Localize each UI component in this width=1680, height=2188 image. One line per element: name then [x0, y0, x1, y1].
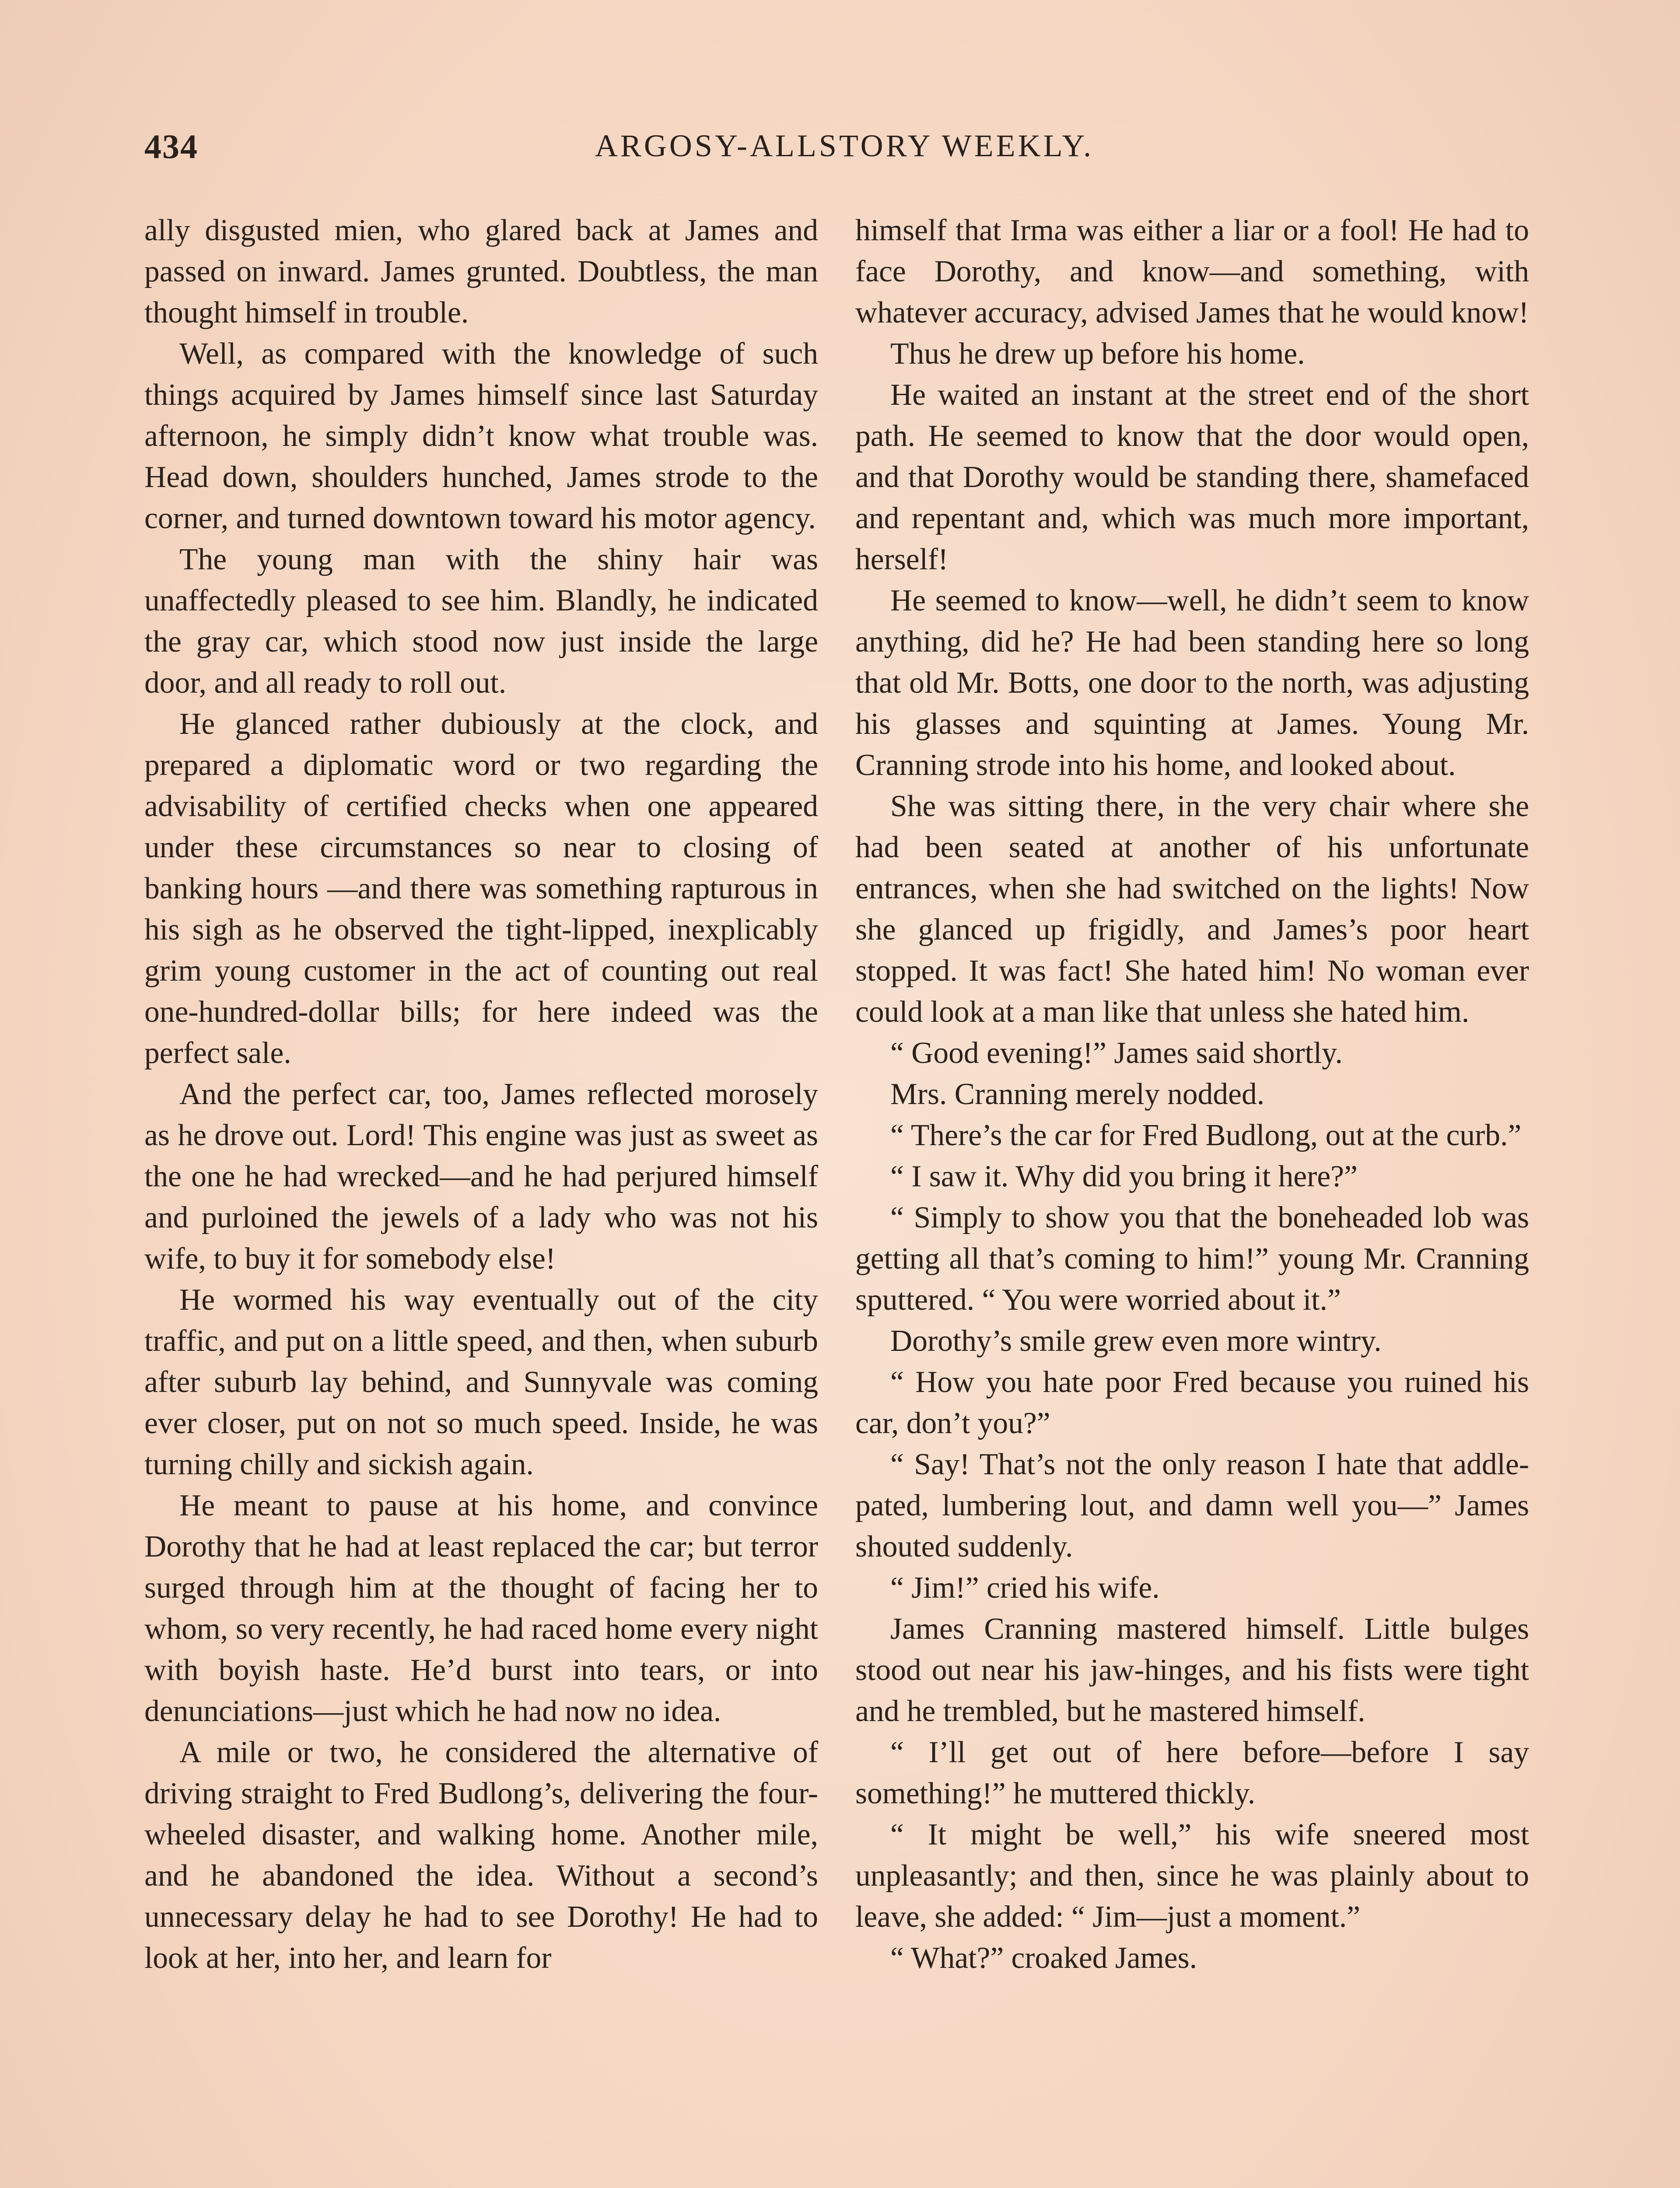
paragraph: “ I saw it. Why did you bring it here?”: [890, 1160, 1358, 1193]
paragraph: “ It might be well,” his wife sneered most unpleasantly; and then, since he was plainly about to leave, she added: “ Jim—just a moment.”: [855, 1818, 1529, 1934]
paragraph: Well, as compared with the knowledge of such things acquired by James himself since last Saturday afternoon, he simply didn’t know what trouble was. Head down, shoulders hunched, James strode to the corner, and turned downtown toward his motor agency.: [144, 337, 818, 535]
paragraph: He wormed his way eventually out of the city traffic, and put on a little speed, and then, when suburb after suburb lay behind, and Sunnyvale was coming ever closer, put on not so much speed. Inside, he was turning chilly and sickish again.: [144, 1283, 818, 1481]
paragraph: He meant to pause at his home, and convince Dorothy that he had at least replaced the car; but terror surged through him at the thought of facing her to whom, so very recently, he had raced home every night with boyish haste. He’d burst into tears, or into denunciations—just which he had now no idea.: [144, 1489, 818, 1728]
paragraph: He seemed to know—well, he didn’t seem to know anything, did he? He had been standing here so long that old Mr. Botts, one door to the north, was adjusting his glasses and squinting at James. Young Mr. Cranning strode into his home, and looked about.: [855, 584, 1529, 782]
paragraph: James Cranning mastered himself. Little bulges stood out near his jaw-hinges, and his fists were tight and he trembled, but he mastered himself.: [855, 1612, 1529, 1728]
paragraph: A mile or two, he considered the alternative of driving straight to Fred Budlong’s, delivering the four-wheeled disaster, and walking home. Another mile, and he abandoned the idea. Without a second’s unnecessary delay he had to see Dorothy! He had to look at her, into her, and learn for: [144, 1736, 818, 1975]
paragraph: “ There’s the car for Fred Budlong, out at the curb.”: [890, 1119, 1522, 1152]
running-head: ARGOSY-ALLSTORY WEEKLY.: [595, 128, 1094, 163]
paragraph: Mrs. Cranning merely nodded.: [890, 1077, 1265, 1111]
paragraph: “ Simply to show you that the boneheaded lob was getting all that’s coming to him!” young Mr. Cranning sputtered. “ You were worried about it.”: [855, 1201, 1529, 1317]
paragraph: The young man with the shiny hair was unaffectedly pleased to see him. Blandly, he indicated the gray car, which stood now just inside the large door, and all ready to roll out.: [144, 543, 818, 700]
paragraph: “ Say! That’s not the only reason I hate that addle-pated, lumbering lout, and damn well you—” James shouted suddenly.: [855, 1448, 1529, 1564]
paragraph: “ I’ll get out of here before—before I say something!” he muttered thickly.: [855, 1736, 1529, 1810]
paragraph: “ How you hate poor Fred because you ruined his car, don’t you?”: [855, 1365, 1529, 1440]
left-column: [144, 210, 818, 1979]
paragraph: He waited an instant at the street end of the short path. He seemed to know that the door would open, and that Dorothy would be standing there, shamefaced and repentant and, which was much more important, herself!: [855, 378, 1529, 576]
paragraph: ally disgusted mien, who glared back at James and passed on inward. James grunted. Doubtless, the man thought himself in trouble.: [144, 214, 818, 330]
paragraph: “ Good evening!” James said shortly.: [890, 1036, 1343, 1070]
paragraph: “ Jim!” cried his wife.: [890, 1571, 1160, 1605]
paragraph: Dorothy’s smile grew even more wintry.: [890, 1324, 1382, 1358]
page-header: [144, 127, 1544, 179]
page-number: 434: [144, 127, 198, 165]
paragraph: And the perfect car, too, James reflected morosely as he drove out. Lord! This engine was just as sweet as the one he had wrecked—and he had perjured himself and purloined the jewels of a lady who was not his wife, to buy it for somebody else!: [144, 1077, 818, 1276]
paragraph: “ What?” croaked James.: [890, 1941, 1197, 1975]
right-column: [855, 210, 1529, 1979]
paragraph: Thus he drew up before his home.: [890, 337, 1305, 371]
paragraph: He glanced rather dubiously at the clock, and prepared a diplomatic word or two regarding the advisability of certified checks when one appeared under these circumstances so near to closing of banking hours —and there was something rapturous in his sigh as he observed the tight-lipped, inexplicably grim young customer in the act of counting out real one-hundred-dollar bills; for here indeed was the perfect sale.: [144, 707, 818, 1070]
paragraph: himself that Irma was either a liar or a fool! He had to face Dorothy, and know—and something, with whatever accuracy, advised James that he would know!: [855, 214, 1529, 330]
paragraph: She was sitting there, in the very chair where she had been seated at another of his unfortunate entrances, when she had switched on the lights! Now she glanced up frigidly, and James’s poor heart stopped. It was fact! She hated him! No woman ever could look at a man like that unless she hated him.: [855, 789, 1529, 1029]
